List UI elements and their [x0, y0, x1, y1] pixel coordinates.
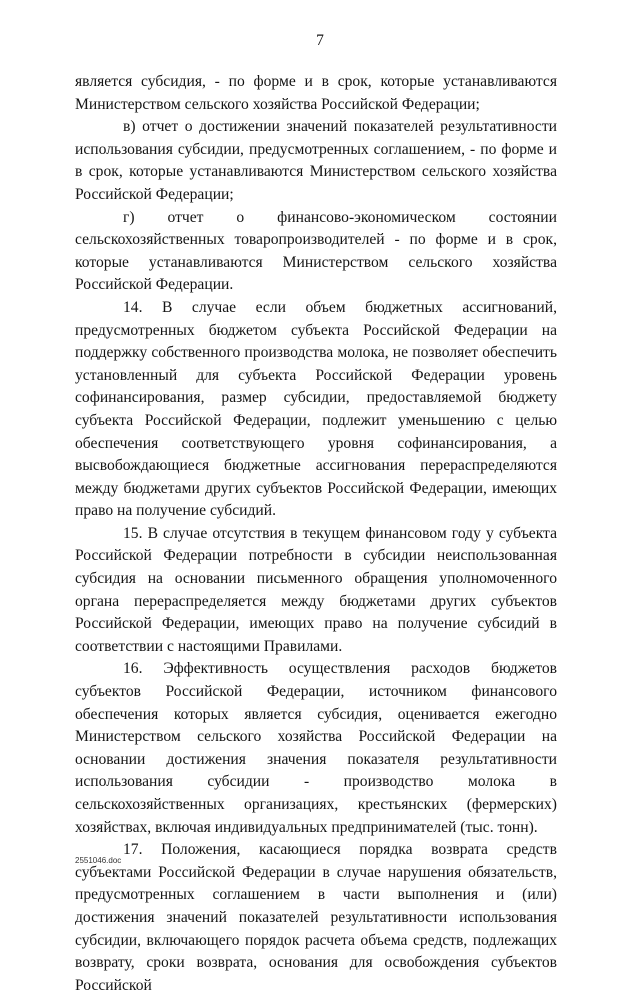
paragraph-item-g: г) отчет о финансово-экономическом состоянии сельскохозяйственных товаропроизводителей - по форме и в срок, которые устанавливаются Министерством сельского хозяйства Российской Федерации.	[75, 208, 557, 294]
paragraph-item-v: в) отчет о достижении значений показателей результативности использования субсидии, предусмотренных соглашением, - по форме и в срок, которые устанавливаются Министерством сельского хозяйства Российской Федерации;	[75, 118, 557, 203]
paragraph-continuation: является субсидия, - по форме и в срок, которые устанавливаются Министерством сельского хозяйства Российской Федерации;	[75, 73, 557, 113]
footer-filename: 2551046.doc	[75, 856, 122, 865]
document-body	[75, 71, 557, 997]
paragraph-16: 16. Эффективность осуществления расходов бюджетов субъектов Российской Федерации, источником финансового обеспечения которых является субсидия, оценивается ежегодно Министерством сельского хозяйства Российской Федерации на основании достижения значения показателя результативности использования субсидии - производство молока в сельскохозяйственных организациях, крестьянских (фермерских) хозяйствах, включая индивидуальных предпринимателей (тыс. тонн).	[75, 660, 557, 836]
paragraph-17: 17. Положения, касающиеся порядка возврата средств субъектами Российской Федерации в случае нарушения обязательств, предусмотренных соглашением в части выполнения и (или) достижения значений показателей результативности использования субсидии, включающего порядок расчета объема средств, подлежащих возврату, сроки возврата, основания для освобождения субъектов Российской	[75, 841, 557, 994]
paragraph-14: 14. В случае если объем бюджетных ассигнований, предусмотренных бюджетом субъекта Российской Федерации на поддержку собственного производства молока, не позволяет обеспечить установленный для субъекта Российской Федерации уровень софинансирования, размер субсидии, предоставляемой бюджету субъекта Российской Федерации, подлежит уменьшению с целью обеспечения соответствующего уровня софинансирования, а высвобождающиеся бюджетные ассигнования перераспределяются между бюджетами других субъектов Российской Федерации, имеющих право на получение субсидий.	[75, 298, 557, 520]
page-number: 7	[316, 32, 324, 49]
paragraph-15: 15. В случае отсутствия в текущем финансовом году у субъекта Российской Федерации потребности в субсидии неиспользованная субсидия на основании письменного обращения уполномоченного органа перераспределяется между бюджетами других субъектов Российской Федерации, имеющих право на получение субсидий в соответствии с настоящими Правилами.	[75, 524, 557, 655]
